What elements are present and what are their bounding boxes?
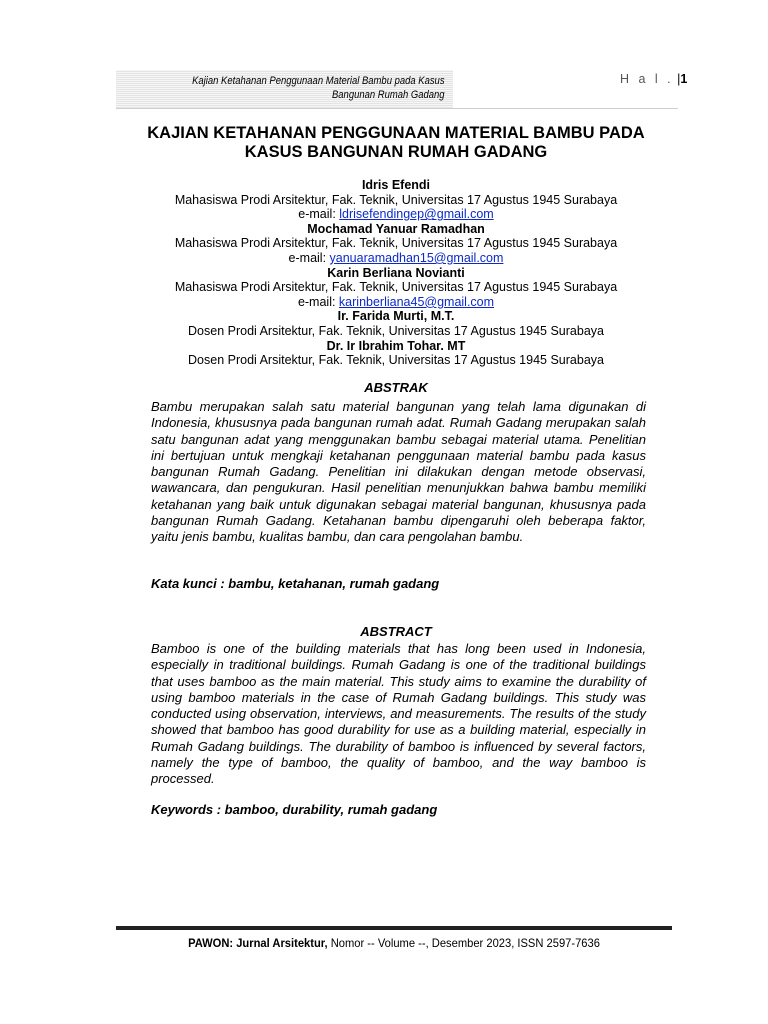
journal-name: PAWON: Jurnal Arsitektur, — [188, 936, 328, 950]
footer-rule — [116, 926, 672, 930]
running-header-line1: Kajian Ketahanan Penggunaan Material Bambu pada Kasus — [192, 75, 445, 87]
paper-title-line2: KASUS BANGUNAN RUMAH GADANG — [244, 143, 548, 161]
abstrak-body: Bambu merupakan salah satu material bangunan yang telah lama digunakan di Indonesia, khususnya pada bangunan rumah adat. Rumah Gadang merupakan salah satu bangunan adat yang menggunakan bambu sebagai material utama. Penelitian ini bertujuan untuk mengkaji ketahanan penggunaan material bambu pada kasus bangunan Rumah Gadang. Penelitian ini dilakukan dengan metode observasi, wawancara, dan pengukuran. Hasil penelitian menunjukkan bahwa bambu memiliki ketahanan yang baik untuk digunakan sebagai material bangunan, khususnya pada bangunan Rumah Gadang. Ketahanan bambu dipengaruhi oleh beberapa faktor, yaitu jenis bambu, kualitas bambu, dan cara pengolahan bambu. — [151, 399, 646, 545]
email-label: e-mail: — [298, 207, 340, 222]
running-header-line2: Bangunan Rumah Gadang — [332, 89, 445, 101]
author-email-line — [120, 295, 672, 310]
author-name: Idris Efendi — [361, 178, 431, 192]
page-label: H a l . — [620, 72, 674, 86]
author-affiliation: Mahasiswa Prodi Arsitektur, Fak. Teknik, Universitas 17 Agustus 1945 Surabaya — [174, 280, 618, 295]
author-email-link[interactable]: yanuaramadhan15@gmail.com — [329, 250, 504, 265]
email-label: e-mail: — [297, 294, 339, 309]
author-email-link[interactable]: ldrisefendingep@gmail.com — [339, 207, 494, 222]
author-affiliation: Dosen Prodi Arsitektur, Fak. Teknik, Universitas 17 Agustus 1945 Surabaya — [188, 323, 604, 338]
abstrak-heading: ABSTRAK — [364, 380, 428, 395]
author-name: Ir. Farida Murti, M.T. — [337, 309, 455, 324]
page-number-value: 1 — [680, 72, 688, 86]
abstract-heading: ABSTRACT — [360, 624, 432, 639]
author-name: Mochamad Yanuar Ramadhan — [307, 221, 485, 236]
journal-footer — [135, 936, 652, 950]
page-number — [620, 72, 687, 86]
author-affiliation: Dosen Prodi Arsitektur, Fak. Teknik, Universitas 17 Agustus 1945 Surabaya — [188, 353, 604, 368]
author-email-link[interactable]: karinberliana45@gmail.com — [338, 294, 495, 309]
page-separator: | — [677, 72, 681, 86]
email-label: e-mail: — [288, 250, 330, 265]
abstrak-keywords: Kata kunci : bambu, ketahanan, rumah gadang — [151, 576, 440, 591]
author-affiliation: Mahasiswa Prodi Arsitektur, Fak. Teknik, Universitas 17 Agustus 1945 Surabaya — [174, 192, 618, 207]
abstract-body: Bamboo is one of the building materials that has long been used in Indonesia, especially in traditional buildings. Rumah Gadang is one of the traditional buildings that uses bamboo as the main material. This study aims to examine the durability of using bamboo materials in the case of Rumah Gadang buildings. This study was conducted using observation, interviews, and measurements. The results of the study showed that bamboo has good durability for use as a building material, especially in Rumah Gadang buildings. The durability of bamboo is influenced by several factors, namely the type of bamboo, the quality of bamboo, and the way bamboo is processed. — [151, 641, 646, 787]
author-email-line — [120, 251, 672, 266]
author-affiliation: Mahasiswa Prodi Arsitektur, Fak. Teknik, Universitas 17 Agustus 1945 Surabaya — [174, 236, 618, 251]
abstract-keywords: Keywords : bamboo, durability, rumah gadang — [151, 802, 438, 817]
author-name: Dr. Ir Ibrahim Tohar. MT — [326, 338, 466, 353]
header-divider — [116, 108, 678, 109]
author-name: Karin Berliana Novianti — [327, 265, 465, 280]
paper-title-line1: KAJIAN KETAHANAN PENGGUNAAN MATERIAL BAMBU PADA — [147, 124, 645, 142]
journal-details: Nomor -- Volume --, Desember 2023, ISSN 2597-7636 — [327, 936, 600, 950]
running-header-box — [116, 70, 456, 108]
author-list — [120, 178, 672, 368]
paper-title — [100, 124, 692, 162]
author-email-line — [120, 207, 672, 222]
running-header-title — [193, 74, 445, 102]
